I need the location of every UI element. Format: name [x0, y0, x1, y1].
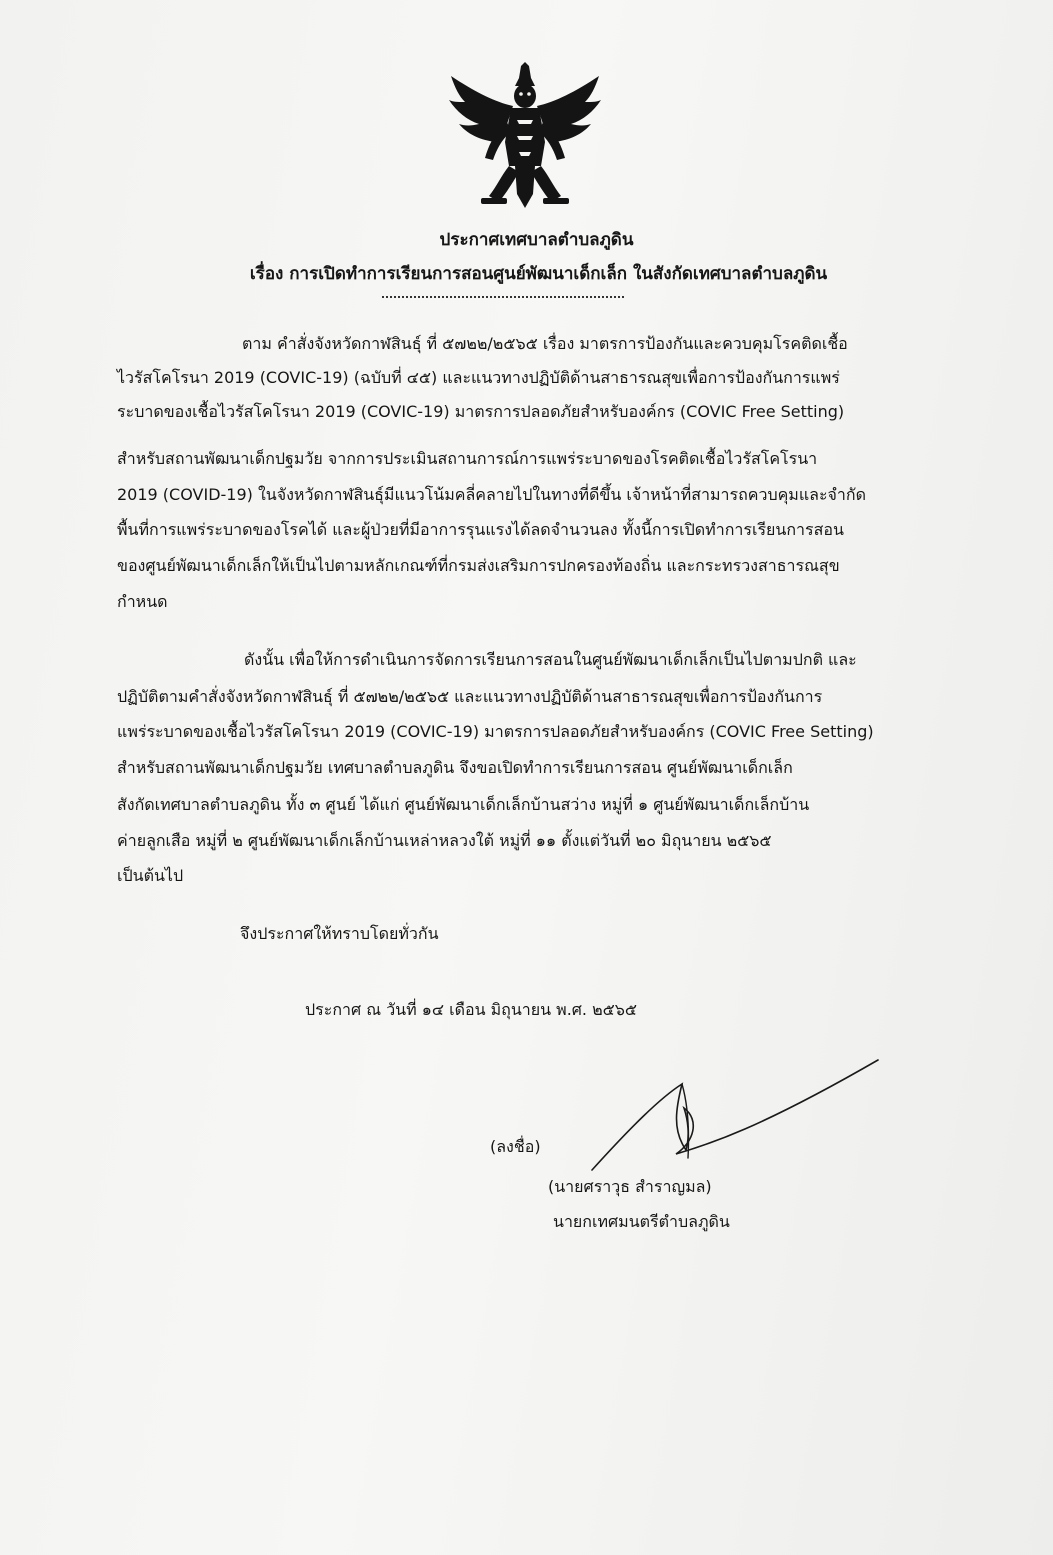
paragraph2-line-7: เป็นต้นไป: [117, 866, 184, 885]
document-subject: เรื่อง การเปิดทำการเรียนการสอนศูนย์พัฒนาเด็กเล็ก ในสังกัดเทศบาลตำบลภูดิน: [249, 264, 828, 284]
paragraph1-line-5: 2019 (COVID-19) ในจังหวัดกาฬสินธุ์มีแนวโน้มคลี่คลายไปในทางที่ดีขึ้น เจ้าหน้าที่สามารถควบคุมและจำกัด: [117, 485, 866, 504]
paragraph2-line-3: แพร่ระบาดของเชื้อไวรัสโคโรนา 2019 (COVIC-19) มาตรการปลอดภัยสำหรับองค์กร (COVIC Free Setting): [117, 722, 874, 741]
closing-statement: จึงประกาศให้ทราบโดยทั่วกัน: [240, 924, 439, 943]
signed-label: (ลงชื่อ): [490, 1137, 541, 1156]
document-title: ประกาศเทศบาลตำบลภูดิน: [439, 230, 634, 250]
paragraph1-line-7: ของศูนย์พัฒนาเด็กเล็กให้เป็นไปตามหลักเกณฑ์ที่กรมส่งเสริมการปกครองท้องถิ่น และกระทรวงสาธารณสุข: [117, 556, 840, 575]
paragraph2-line-1: ดังนั้น เพื่อให้การดำเนินการจัดการเรียนการสอนในศูนย์พัฒนาเด็กเล็กเป็นไปตามปกติ และ: [244, 650, 857, 669]
signatory-position: นายกเทศมนตรีตำบลภูดิน: [553, 1212, 730, 1231]
paragraph1-line-4: สำหรับสถานพัฒนาเด็กปฐมวัย จากการประเมินสถานการณ์การแพร่ระบาดของโรคติดเชื้อไวรัสโคโรนา: [117, 449, 818, 468]
paragraph2-line-6: ค่ายลูกเสือ หมู่ที่ ๒ ศูนย์พัฒนาเด็กเล็กบ้านเหล่าหลวงใต้ หมู่ที่ ๑๑ ตั้งแต่วันที่ ๒๐ มิถุนายน ๒๕๖๕: [117, 831, 772, 850]
handwritten-signature-icon: [590, 1058, 880, 1178]
paragraph2-line-4: สำหรับสถานพัฒนาเด็กปฐมวัย เทศบาลตำบลภูดิน จึงขอเปิดทำการเรียนการสอน ศูนย์พัฒนาเด็กเล็ก: [117, 758, 793, 777]
paragraph1-line-1: ตาม คำสั่งจังหวัดกาฬสินธุ์ ที่ ๕๗๒๒/๒๕๖๕ เรื่อง มาตรการป้องกันและควบคุมโรคติดเชื้อ: [242, 334, 848, 353]
signatory-name: (นายศราวุธ สำราญมล): [548, 1177, 712, 1196]
paragraph2-line-5: สังกัดเทศบาลตำบลภูดิน ทั้ง ๓ ศูนย์ ได้แก่ ศูนย์พัฒนาเด็กเล็กบ้านสว่าง หมู่ที่ ๑ ศูนย์พัฒนาเด็กเล็กบ้าน: [117, 795, 810, 814]
paragraph1-line-3: ระบาดของเชื้อไวรัสโคโรนา 2019 (COVIC-19) มาตรการปลอดภัยสำหรับองค์กร (COVIC Free Setting): [117, 402, 845, 421]
paragraph1-line-2: ไวรัสโคโรนา 2019 (COVIC-19) (ฉบับที่ ๔๕) และแนวทางปฏิบัติด้านสาธารณสุขเพื่อการป้องกันการแพร่: [117, 368, 840, 387]
title-divider: [382, 296, 624, 298]
paragraph1-line-6: พื้นที่การแพร่ระบาดของโรคได้ และผู้ป่วยที่มีอาการรุนแรงได้ลดจำนวนลง ทั้งนี้การเปิดทำการเรียนการสอน: [117, 520, 844, 539]
paragraph1-line-8: กำหนด: [117, 592, 168, 611]
garuda-emblem-icon: [445, 62, 605, 212]
paragraph2-line-2: ปฏิบัติตามคำสั่งจังหวัดกาฬสินธุ์ ที่ ๕๗๒๒/๒๕๖๕ และแนวทางปฏิบัติด้านสาธารณสุขเพื่อการป้องกันการ: [117, 687, 823, 706]
announcement-date: ประกาศ ณ วันที่ ๑๔ เดือน มิถุนายน พ.ศ. ๒๕๖๕: [305, 1000, 638, 1019]
